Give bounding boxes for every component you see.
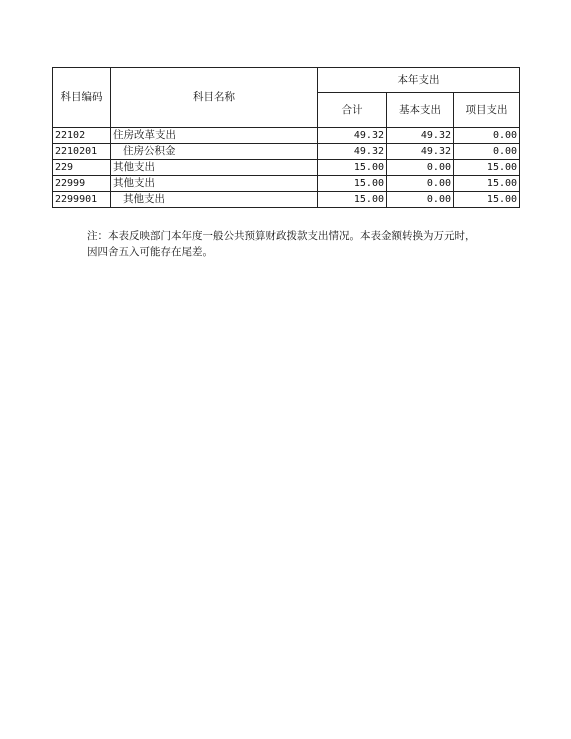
row-project: 0.00 [454, 144, 520, 160]
row-name: 其他支出 [111, 176, 318, 192]
header-code: 科目编码 [53, 68, 111, 128]
row-name: 其他支出 [111, 160, 318, 176]
row-project: 15.00 [454, 176, 520, 192]
table-body [53, 128, 520, 208]
row-total: 15.00 [318, 160, 387, 176]
row-code: 2299901 [53, 192, 111, 208]
header-name: 科目名称 [111, 68, 318, 128]
expenditure-table [52, 67, 520, 208]
header-project: 项目支出 [454, 93, 520, 128]
row-code: 2210201 [53, 144, 111, 160]
row-project: 15.00 [454, 160, 520, 176]
row-basic: 0.00 [387, 160, 454, 176]
row-name: 住房公积金 [111, 144, 318, 160]
row-total: 49.32 [318, 128, 387, 144]
row-code: 229 [53, 160, 111, 176]
row-total: 49.32 [318, 144, 387, 160]
header-basic: 基本支出 [387, 93, 454, 128]
header-total: 合计 [318, 93, 387, 128]
table-row [53, 144, 520, 160]
row-code: 22999 [53, 176, 111, 192]
row-total: 15.00 [318, 176, 387, 192]
header-group: 本年支出 [318, 68, 520, 93]
row-basic: 0.00 [387, 176, 454, 192]
row-project: 15.00 [454, 192, 520, 208]
row-name: 住房改革支出 [111, 128, 318, 144]
row-name: 其他支出 [111, 192, 318, 208]
table-row [53, 192, 520, 208]
row-basic: 49.32 [387, 144, 454, 160]
row-basic: 49.32 [387, 128, 454, 144]
footnote: 注：本表反映部门本年度一般公共预算财政拨款支出情况。本表金额转换为万元时，因四舍五入可能存在尾差。 [87, 230, 476, 258]
table-row [53, 160, 520, 176]
row-total: 15.00 [318, 192, 387, 208]
row-code: 22102 [53, 128, 111, 144]
table-row [53, 128, 520, 144]
table-row [53, 176, 520, 192]
row-project: 0.00 [454, 128, 520, 144]
row-basic: 0.00 [387, 192, 454, 208]
header-row-1 [53, 68, 520, 93]
